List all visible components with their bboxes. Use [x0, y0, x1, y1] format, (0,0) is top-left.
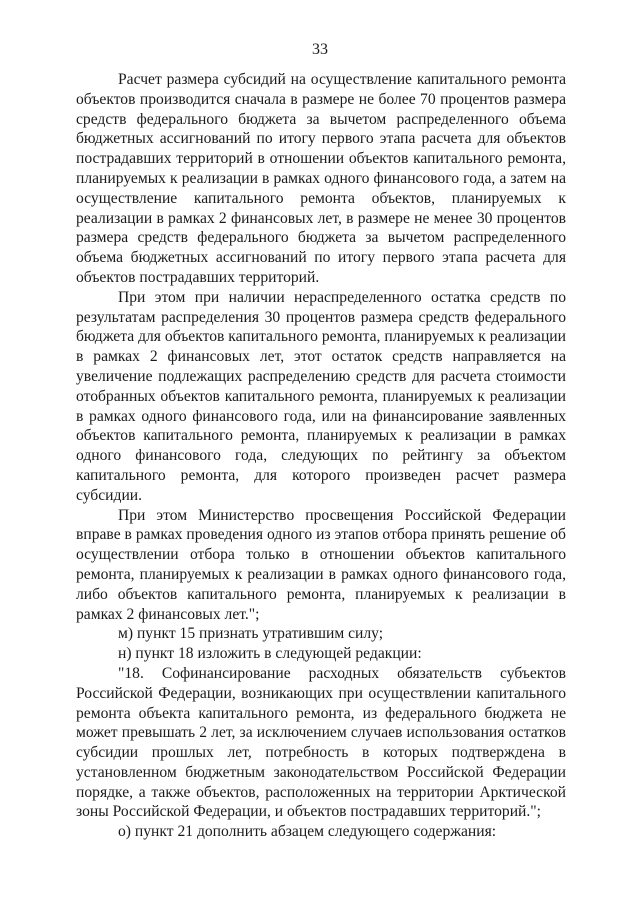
paragraph-ministry-right: При этом Министерство просвещения Российской Федерации вправе в рамках проведения одного из этапов отбора принять решение об осуществлении отбора только в отношении объектов капитального ремонта, планируемых к реализации в рамках одного финансового года, либо объектов капитального ремонта, планируемых к реализации в рамках 2 финансовых лет.";	[76, 506, 566, 623]
document-body	[76, 70, 566, 842]
paragraph-remaining-funds: При этом при наличии нераспределенного остатка средств по результатам распределения 30 процентов размера средств федерального бюджета для объектов капитального ремонта, планируемых к реализации в рамках 2 финансовых лет, этот остаток средств направляется на увеличение подлежащих распределению средств для расчета стоимости отобранных объектов капитального ремонта, планируемых к реализации в рамках одного финансового года, или на финансирование заявленных объектов капитального ремонта, планируемых к реализации в рамках одного финансового года, следующих по рейтингу за объектом капитального ремонта, для которого произведен расчет размера субсидии.	[76, 288, 566, 504]
paragraph-subsidy-calculation: Расчет размера субсидий на осуществление капитального ремонта объектов производится сначала в размере не более 70 процентов размера средств федерального бюджета за вычетом распределенного объема бюджетных ассигнований по итогу первого этапа расчета для объектов пострадавших территорий в отношении объектов капитального ремонта, планируемых к реализации в рамках одного финансового года, а затем на осуществление капитального ремонта объектов, планируемых к реализации в рамках 2 финансовых лет, в размере не менее 30 процентов размера средств федерального бюджета за вычетом распределенного объема бюджетных ассигнований по итогу первого этапа расчета для объектов пострадавших территорий.	[76, 71, 566, 286]
paragraph-item-o: о) пункт 21 дополнить абзацем следующего содержания:	[118, 823, 497, 841]
paragraph-item-n: н) пункт 18 изложить в следующей редакции:	[118, 645, 422, 663]
paragraph-item-m: м) пункт 15 признать утратившим силу;	[118, 625, 384, 643]
paragraph-clause-18: "18. Софинансирование расходных обязательств субъектов Российской Федерации, возникающих при осуществлении капитального ремонта объекта капитального ремонта, из федерального бюджета не может превышать 2 лет, за исключением случаев использования остатков субсидии прошлых лет, потребность в которых подтверждена в установленном бюджетным законодательством Российской Федерации порядке, а также объектов, расположенных на территории Арктической зоны Российской Федерации, и объектов пострадавших территорий.";	[76, 664, 566, 821]
page-number: 33	[312, 41, 328, 58]
